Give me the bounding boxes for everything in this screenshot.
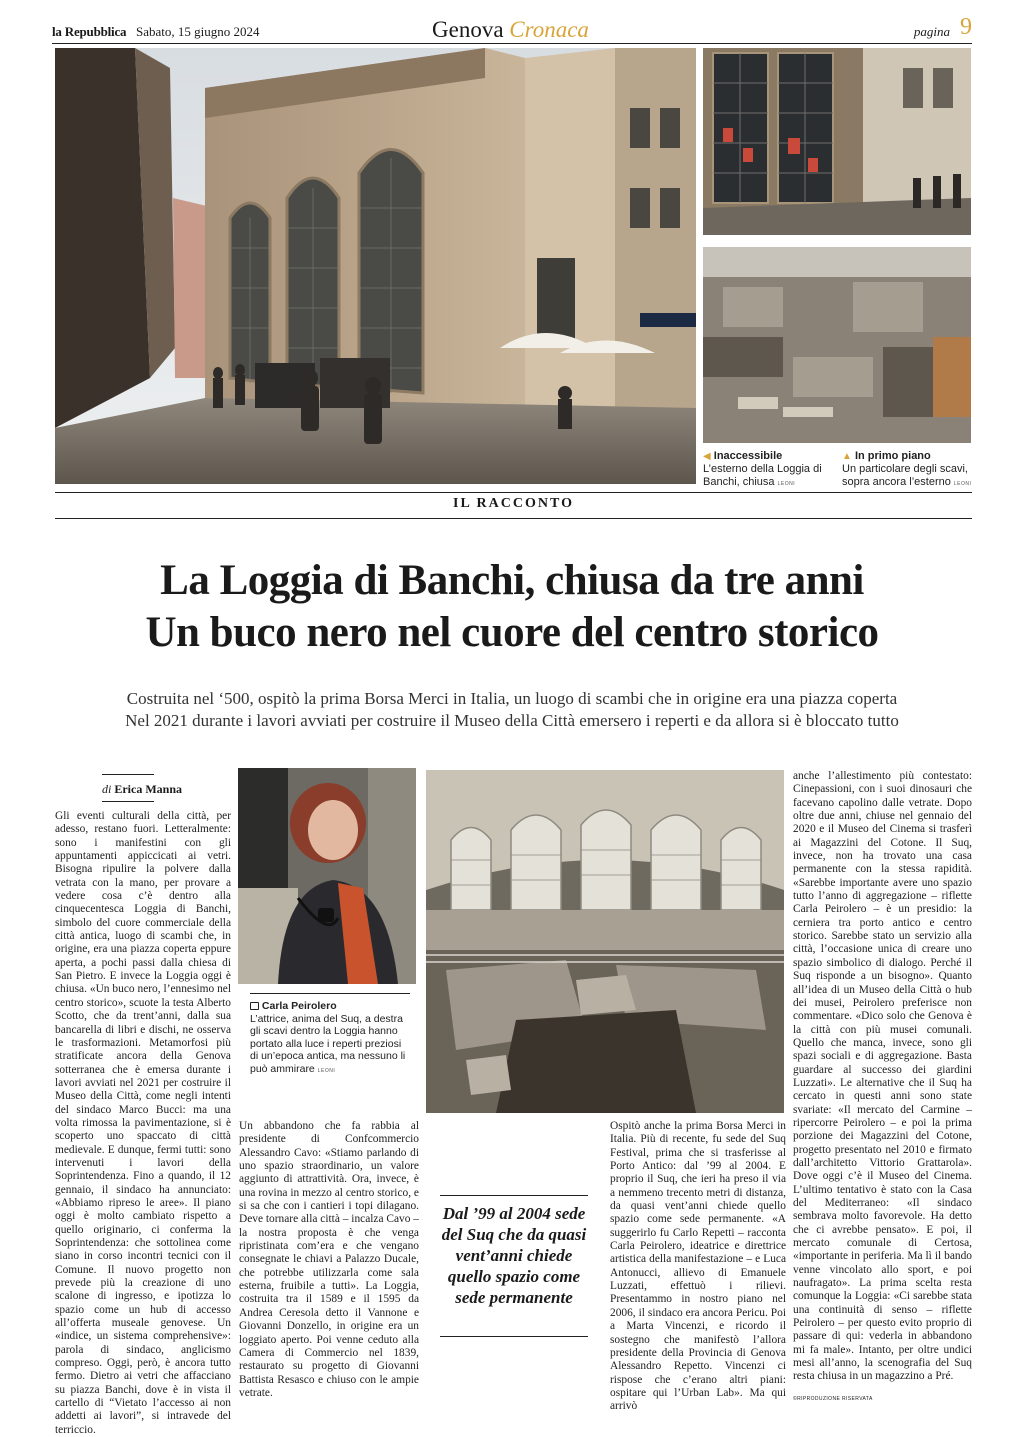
- article-column-4: [793, 770, 972, 1393]
- caption-exterior-title: Inaccessibile: [713, 450, 783, 462]
- section-name: Genova: [432, 17, 504, 42]
- deck: [40, 688, 984, 732]
- headline: [40, 555, 984, 659]
- loggia-exterior-illustration: [55, 48, 696, 484]
- section-title: [432, 17, 589, 43]
- kicker: IL RACCONTO: [453, 496, 574, 511]
- article-column-1: [55, 810, 231, 1436]
- carla-peirolero-portrait: [238, 768, 416, 984]
- byline-prefix: di: [102, 782, 112, 796]
- divider: [55, 492, 972, 493]
- loggia-windows-illustration: [703, 48, 971, 235]
- photo-credit: LEONI: [777, 481, 796, 487]
- caption-portrait-text: L’attrice, anima del Suq, a destra gli scavi dentro la Loggia hanno portato alla luce i reperti preziosi di un’epoca antica, ma nessuno li può ammirare: [250, 1012, 406, 1075]
- deck-line-2: Nel 2021 durante i lavori avviati per costruire il Museo della Città emersero i reperti e da allora si è bloccato tutto: [125, 711, 899, 730]
- loggia-interior-illustration: [426, 770, 784, 1113]
- caption-excavation-title: In primo piano: [854, 450, 931, 462]
- article-column-2: [239, 1120, 419, 1405]
- issue-date: Sabato, 15 giugno 2024: [136, 24, 260, 39]
- camera-icon: [250, 1002, 259, 1010]
- portrait-photo: [238, 768, 416, 984]
- excavation-detail-photo: [703, 247, 971, 443]
- headline-line-2: Un buco nero nel cuore del centro storico: [145, 609, 879, 656]
- triangle-left-icon: ◀: [703, 451, 711, 462]
- caption-portrait: [250, 1000, 410, 1077]
- masthead: [52, 14, 972, 44]
- divider: [250, 993, 410, 994]
- article-column-3: [610, 1120, 786, 1413]
- article-text: Ospitò anche la prima Borsa Merci in Italia. Più di recente, fu sede del Suq Festival, prima che si trasferisse al Porto Antico: dal ’99 al 2004. E proprio il Suq, che ieri ha preso il via a nemmeno trecento metri di distanza, da quasi vent’anni chiede quello spazio come sede permanente. «A suggerirlo fu Carlo Repetti – racconta Carla Peirolero, ideatrice e direttrice artistica della manifestazione – e Luca Antonucci, allievo di Emanuele Luzzati, effettuò i rilievi. Presentammo in nostro piano nel 2006, il sindaco era ancora Pericu. Poi a Marta Vincenzi, e ricordo il sostegno che manifestò l’allora presidente della Provincia di Genova Alessandro Repetto. Vincenzi ci rispose che c’erano altri piani: ospitare qui l’Urban Lab». Ma qui arrivò: [610, 1120, 786, 1413]
- headline-line-1: La Loggia di Banchi, chiusa da tre anni: [160, 557, 864, 604]
- newspaper-logo: la Repubblica: [52, 24, 127, 39]
- divider: [440, 1336, 588, 1337]
- article-text: Gli eventi culturali della città, per adesso, restano fuori. Letteralmente: sono i manifestini con gli appuntamenti appiccicati ai vetri. Bisogna ripulire la polvere dalla vetrata con la mano, per provare a vedere cosa c’è dentro alla cinquecentesca Loggia di Banchi, simbolo del cuore commerciale della città antica, luogo di scambi che, in origine, era una piazza coperta eppure aperta, a pochi passi dalla chiesa di San Pietro. E invece la Loggia oggi è chiusa. «Un buco nero, l’ennesimo nel centro storico», scuote la testa Alberto Scotto, che da trent’anni, dalla sua bancarella di libri e dischi, ne osserva le trasformazioni. Metamorfosi più stratificate ancora della Genova sotterranea che è emersa durante i lavori avviati nel 2021 per costruire il Museo della Città, come negli intenti del sindaco Marco Bucci: ma una volta rimossa la pavimentazione, si è scoperto uno spaccato di città medievale. E dunque, fermi tutti: sono intervenuti i lavori della Soprintendenza. Fino a quando, il 12 gennaio, il sindaco ha annunciato: «Abbiamo ripreso le aree». Il piano oggi è molto cambiato rispetto a quello originario, ci conferma la Soprintendenza: che sottolinea come siano in corso incontri tecnici con il Comune. Il nuovo progetto non prevede più la creazione di uno scalone di ingresso, e ipotizza lo spazio come un hub di accesso all’offerta museale genovese. Un «indice, un sistema comprehensive»: parola di sindaco, anglicismo compreso. Oggi, però, è ancora tutto fermo. Dietro ai vetri che affacciano su piazza Banchi, dove è in vista il cartello di “Vietato l’accesso ai non addetti ai lavori”, si intravede del terriccio.: [55, 810, 231, 1436]
- triangle-up-icon: ▲: [842, 451, 852, 462]
- divider: [440, 1195, 588, 1196]
- excavation-detail-illustration: [703, 247, 971, 443]
- deck-line-1: Costruita nel ‘500, ospitò la prima Borsa Merci in Italia, un luogo di scambi che in origine era una piazza coperta: [126, 689, 898, 708]
- article-text: Un abbandono che fa rabbia al presidente di Confcommercio Alessandro Cavo: «Stiamo parlando di uno spazio straordinario, un valore aggiunto di attrattività. Ora, invece, è una rovina in mezzo al centro storico, e si sa che con i cantieri i topi dilagano. Deve tornare alla città – incalza Cavo – la nostra proposta è che venga ripristinata com’era e che vengano consegnate le chiavi a Palazzo Ducale, che potrebbe utilizzarla come sala esterna, fruibile a tutti». La Loggia, costruita tra il 1589 e il 1595 da Andrea Ceresola detto il Vannone e Giovanni Donzello, in origine era un loggiato aperto. Poi venne ceduto alla Camera di Commercio nel 1839, restaurato su progetto di Giovanni Battista Resasco e chiuso con le ampie vetrate.: [239, 1120, 419, 1399]
- loggia-windows-photo: [703, 48, 971, 235]
- caption-excavation: [842, 450, 972, 491]
- page-number: 9: [960, 14, 972, 40]
- pull-quote: Dal ’99 al 2004 sede del Suq che da quasi vent’anni chiede quello spazio come sede permanente: [441, 1204, 587, 1307]
- byline-rule: [102, 801, 154, 802]
- loggia-exterior-photo: [55, 48, 696, 484]
- divider: [55, 518, 972, 519]
- photo-credit: LEONI: [953, 481, 972, 487]
- page-label: pagina: [913, 24, 950, 39]
- caption-excavation-text: Un particolare degli scavi, sopra ancora l’esterno: [842, 463, 968, 488]
- caption-exterior: [703, 450, 835, 491]
- photo-credit: LEONI: [317, 1067, 336, 1074]
- caption-portrait-title: Carla Peirolero: [261, 1000, 337, 1012]
- byline-rule: [102, 774, 154, 775]
- copyright-note: ©RIPRODUZIONE RISERVATA: [793, 1396, 873, 1402]
- caption-exterior-text: L’esterno della Loggia di Banchi, chiusa: [703, 463, 822, 488]
- subsection-name: Cronaca: [509, 17, 589, 42]
- byline: [102, 782, 242, 797]
- article-text: anche l’allestimento più contestato: Cinepassioni, con i suoi dinosauri che facevano capolino dalle vetrate. Dopo oltre due anni, chiuse nel gennaio del 2020 e il Museo del Cinema si trasferì ai Magazzini del Cotone. Il Suq, invece, non ha trovato una casa permanente con la stessa rapidità. «Sarebbe importante avere uno spazio tutto l’anno di aggregazione – riflette Carla Peirolero – è un presidio: la cerniera tra porto antico e centro storico. Sarebbe stato un servizio alla città, l’occasione unica di creare uno spazio simbolico di dialogo. Perché il Suq risponde a un bisogno». Quanto all’idea di un Museo della Città o hub dei musei, Peirolero preferisce non commentare. «Dico solo che Genova è la città con più musei comunali. Quello che manca, invece, sono gli spazi sociali e di aggregazione. Basta guardare al successo dei giardini Luzzati». Le alternative che il Suq ha cercato in questi anni sono state svariate: «Il mercato del Carmine – ripercorre Peirolero – e poi la prima porzione dei Magazzini del Cotone, progetto presentato nel 2010 e firmato dall’architetto Vittorio Grattarola». Dove oggi c’è il Museo del Cinema. L’ultimo tentativo è stato con la Casa del Mediterraneo: «Il sindaco sembrava molto favorevole. Ha detto che ci avrebbe pensato». E poi, il mercato comunale di Certosa, «importante in periferia. Ma lì il bando venne vincolato allo sport, e poi naufragato». La prima scelta resta comunque la Loggia: «Ci sarebbe stata una continuità di senso – riflette Peirolero – per questo evito proprio di passare di qui: vederla in abbandono mi fa male». Intanto, per oltre undici mesi all’anno, la scenografia del Suq resta chiusa in un magazzino a Pré.: [793, 770, 972, 1383]
- loggia-interior-excavation-photo: [426, 770, 784, 1113]
- byline-author: Erica Manna: [114, 782, 183, 796]
